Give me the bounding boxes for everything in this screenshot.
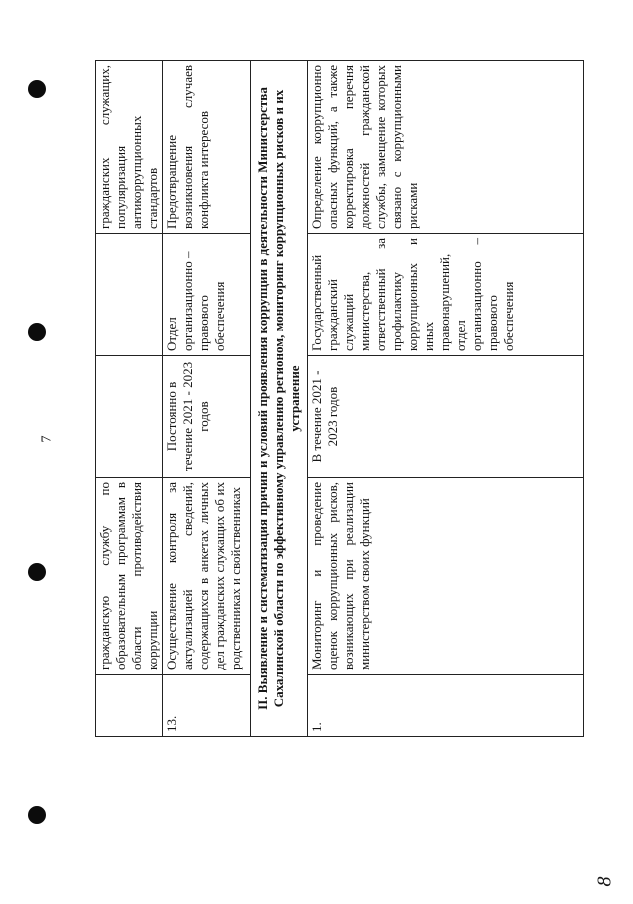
punch-hole-top (28, 80, 46, 98)
cell-result: Предотвращение возникновения случаев конфликта интересов (163, 61, 251, 234)
cell-deadline: Постоянно в течение 2021 - 2023 годов (163, 356, 251, 478)
table-row-s2-1 (308, 61, 584, 737)
cell-responsible (96, 234, 163, 356)
table-row-13 (163, 61, 251, 737)
cell-measure: Осуществление контроля за актуализацией сведений, содержащихся в анкетах личных дел гражданских служащих об их родственниках и свойственниках (163, 478, 251, 675)
cell-deadline: В течение 2021 - 2023 годов (308, 356, 584, 478)
punch-hole-upper-mid (28, 323, 46, 341)
cell-deadline (96, 356, 163, 478)
cell-result: гражданских служащих, популяризация антикоррупционных стандартов (96, 61, 163, 234)
cell-result: Определение коррупционно опасных функций, а также корректировка перечня должностей гражданской службы, замещение которых связано с коррупционными рисками (308, 61, 584, 234)
section-heading-row (251, 61, 308, 737)
rotated-table-wrapper (95, 61, 584, 737)
cell-measure: Мониторинг и проведение оценок коррупционных рисков, возникающих при реализации министерством своих функций (308, 478, 584, 675)
section-ii-title: II. Выявление и систематизация причин и условий проявления коррупции в деятельности Министерства Сахалинской области по эффективному управлению регионом, мониторинг коррупционных рисков и их устранение (251, 61, 308, 737)
handwritten-page-mark: 8 (593, 876, 616, 887)
measures-table (95, 60, 584, 737)
cell-num (96, 675, 163, 737)
cell-num: 13. (163, 675, 251, 737)
cell-responsible: Отдел организационно – правового обеспечения (163, 234, 251, 356)
cell-num: 1. (308, 675, 584, 737)
cell-responsible: Государственный гражданский служащий министерства, ответственный за профилактику коррупционных и иных правонарушений, отдел организационно – правового обеспечения (308, 234, 584, 356)
table-row-continuation (96, 61, 163, 737)
page-number: 7 (39, 435, 55, 443)
cell-measure: гражданскую службу по образовательным программам в области противодействия коррупции (96, 478, 163, 675)
punch-hole-bottom (28, 806, 46, 824)
punch-hole-lower-mid (28, 563, 46, 581)
